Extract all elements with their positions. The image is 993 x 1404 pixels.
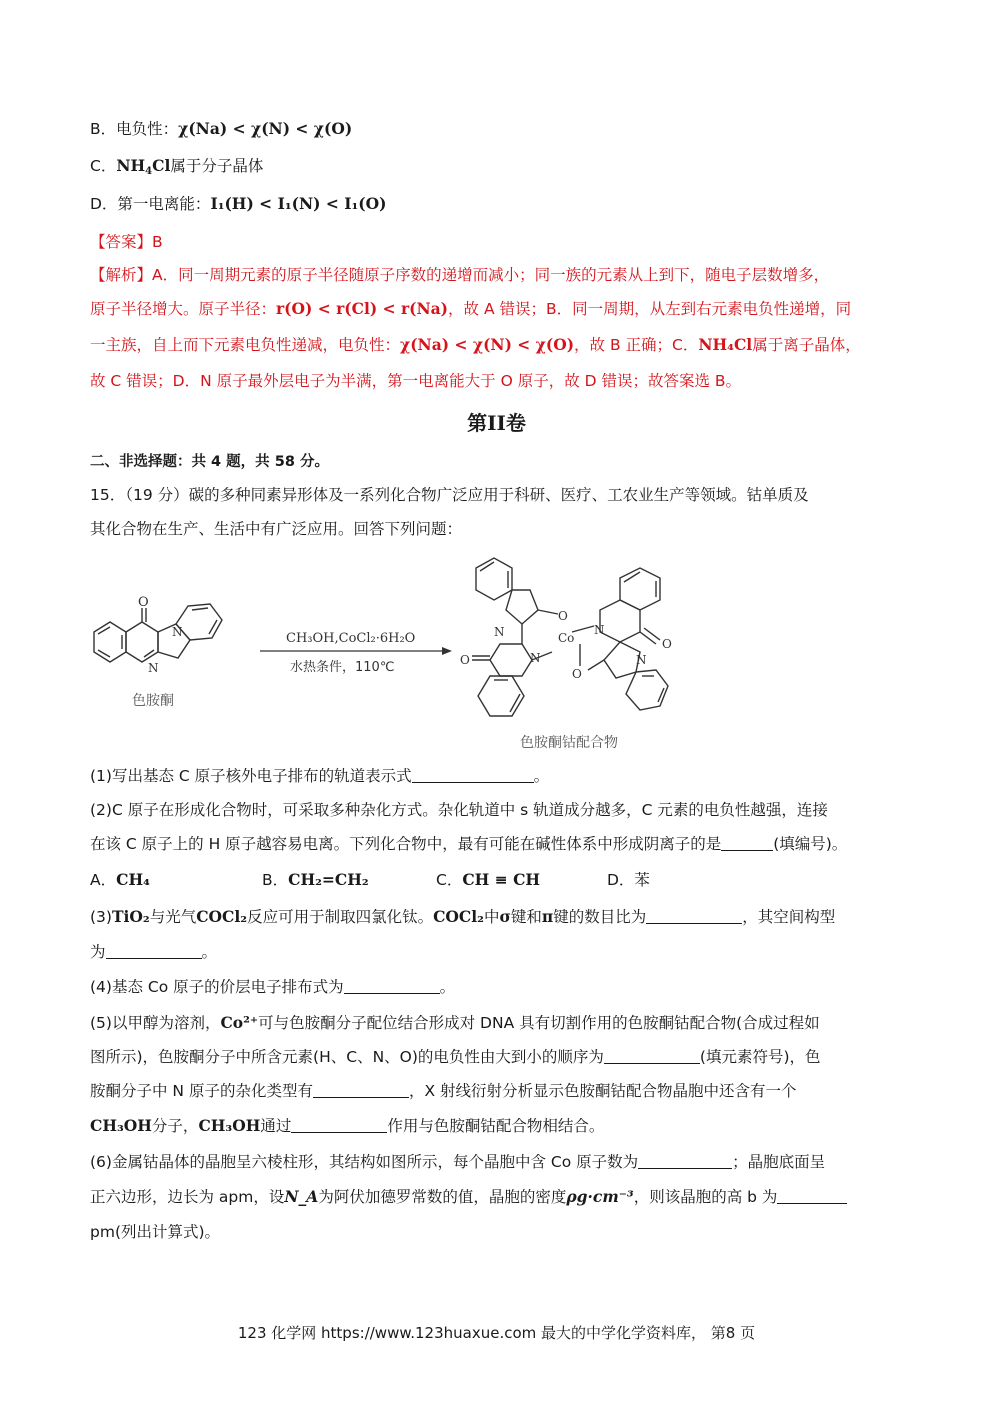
atom-co: Co: [558, 631, 575, 645]
sub-question-1: (1)写出基态 C 原子核外电子排布的轨道表示式 。: [90, 767, 550, 785]
choice-d: D．苯: [607, 871, 650, 889]
answer-blank[interactable]: [604, 1047, 700, 1064]
formula: χ(Na) < χ(N) < χ(O): [178, 119, 353, 138]
reagent-line-1: CH₃OH,CoCl₂·6H₂O: [286, 631, 416, 646]
choice-b: B．CH₂=CH₂: [262, 870, 369, 889]
atom-o: O: [138, 595, 149, 610]
q15-line-1: 15．（19 分）碳的多种同素异形体及一系列化合物广泛应用于科研、医疗、工农业生产等领域。钴单质及: [90, 486, 809, 504]
option-c: C．$NH_4Cl$属于分子晶体: [90, 156, 264, 177]
atom-n: N: [636, 653, 647, 667]
sub-question-2-line-2: 在该 C 原子上的 H 原子越容易电离。下列化合物中，最有可能在碱性体系中形成阴离子的是 (填编号)。: [90, 835, 848, 853]
sub-question-5-line-4: CH₃OH分子，CH₃OH通过 作用与色胺酮钴配合物相结合。: [90, 1116, 605, 1135]
answer-blank[interactable]: [721, 834, 773, 851]
atom-n: N: [148, 661, 159, 675]
atom-o: O: [558, 609, 568, 623]
formula: $NH_4Cl$: [116, 156, 171, 177]
answer-blank[interactable]: [291, 1116, 387, 1133]
reactant-structure: [94, 604, 222, 662]
answer: 【答案】B: [90, 233, 163, 251]
answer-blank[interactable]: [344, 977, 440, 994]
atom-o: O: [460, 653, 470, 667]
atom-n: N: [172, 625, 183, 639]
atom-n: N: [594, 623, 605, 637]
sub-question-3-line-1: (3)TiO₂与光气COCl₂反应可用于制取四氯化钛。COCl₂中σ键和π键的数目比为 ，其空间构型: [90, 907, 836, 926]
answer-blank[interactable]: [638, 1152, 732, 1169]
option-b: B．电负性：χ(Na) < χ(N) < χ(O): [90, 119, 353, 138]
q15-line-2: 其化合物在生产、生活中有广泛应用。回答下列问题：: [90, 520, 463, 538]
choice-a: A．CH₄: [90, 870, 150, 889]
atom-n: N: [530, 651, 541, 665]
sub-question-5-line-2: 图所示)，色胺酮分子中所含元素(H、C、N、O)的电负性由大到小的顺序为 (填元素符号)，色: [90, 1048, 821, 1066]
sub-question-5-line-1: (5)以甲醇为溶剂，Co²⁺可与色胺酮分子配位结合形成对 DNA 具有切割作用的色胺酮钴配合物(合成过程如: [90, 1013, 820, 1032]
atom-o: O: [572, 667, 582, 681]
sub-question-6-line-3: pm(列出计算式)。: [90, 1223, 221, 1241]
section-title: 第II卷: [467, 411, 526, 435]
sub-question-5-line-3: 胺酮分子中 N 原子的杂化类型有 ，X 射线衍射分析显示色胺酮钴配合物晶胞中还含有一个: [90, 1082, 797, 1100]
reactant-label: 色胺酮: [132, 693, 174, 709]
answer-blank[interactable]: [777, 1187, 847, 1204]
product-label: 色胺酮钴配合物: [520, 735, 618, 751]
sub-question-2-line-1: (2)C 原子在形成化合物时，可采取多种杂化方式。杂化轨道中 s 轨道成分越多，C 元素的电负性越强，连接: [90, 801, 828, 819]
analysis-line-4: 故 C 错误；D．N 原子最外层电子为半满，第一电离能大于 O 原子，故 D 错误；故答案选 B。: [90, 372, 742, 390]
analysis-line-2: 原子半径增大。原子半径：r(O) < r(Cl) < r(Na)，故 A 错误；B．同一周期，从左到右元素电负性递增，同: [90, 299, 852, 318]
page-footer: 123 化学网 https://www.123huaxue.com 最大的中学化学资料库， 第8 页: [237, 1324, 756, 1342]
sub-question-6-line-1: (6)金属钴晶体的晶胞呈六棱柱形，其结构如图所示，每个晶胞中含 Co 原子数为 ；晶胞底面呈: [90, 1153, 826, 1171]
reaction-figure: [80, 548, 700, 758]
option-d: D．第一电离能：I₁(H) < I₁(N) < I₁(O): [90, 194, 387, 213]
analysis-line-3: 一主族，自上而下元素电负性递减，电负性：χ(Na) < χ(N) < χ(O)，故 B 正确；C．NH₄Cl属于离子晶体，: [90, 335, 861, 354]
sub-question-6-line-2: 正六边形，边长为 apm，设N_A为阿伏加德罗常数的值，晶胞的密度ρg·cm⁻³，则该晶胞的高 b 为: [90, 1186, 847, 1208]
answer-blank[interactable]: [646, 907, 742, 924]
choice-c: C．CH ≡ CH: [436, 870, 541, 889]
answer-blank[interactable]: [106, 942, 202, 959]
analysis-line-1: 【解析】A．同一周期元素的原子半径随原子序数的递增而减小；同一族的元素从上到下，随电子层数增多，: [90, 266, 830, 284]
reagent-line-2: 水热条件，110℃: [290, 660, 395, 675]
arrow-head: [442, 647, 452, 655]
part-title: 二、非选择题：共 4 题，共 58 分。: [90, 454, 329, 470]
formula: I₁(H) < I₁(N) < I₁(O): [210, 194, 387, 213]
atom-n: N: [494, 625, 505, 639]
answer-blank[interactable]: [412, 766, 534, 783]
answer-blank[interactable]: [313, 1081, 409, 1098]
atom-o: O: [662, 637, 672, 651]
sub-question-4: (4)基态 Co 原子的价层电子排布式为 。: [90, 978, 456, 996]
sub-question-3-line-2: 为 。: [90, 943, 218, 961]
